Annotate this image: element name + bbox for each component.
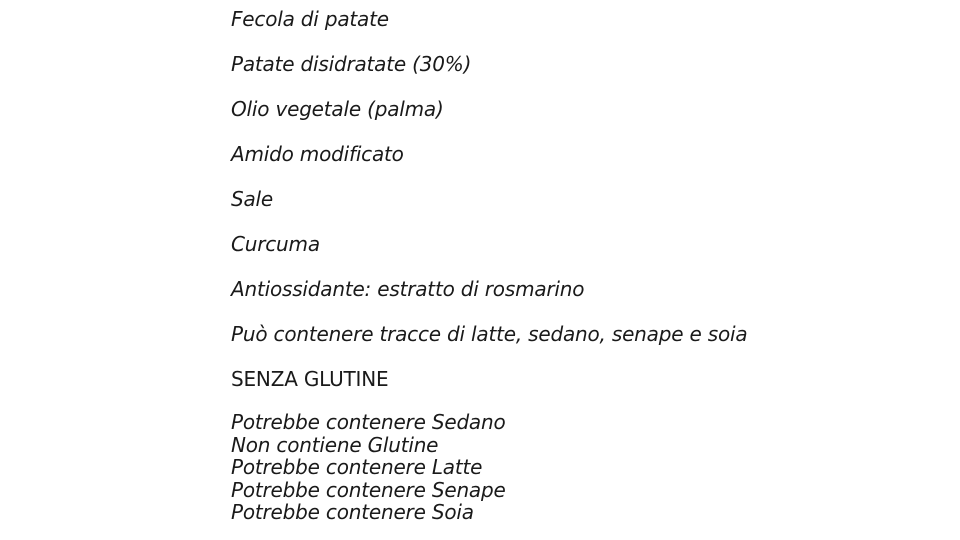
allergen-item: Non contiene Glutine <box>231 432 439 457</box>
ingredient-line: Olio vegetale (palma) <box>231 97 444 121</box>
ingredient-line: Amido modificato <box>231 142 404 166</box>
gluten-free-label: SENZA GLUTINE <box>231 367 389 391</box>
allergen-list <box>231 411 931 524</box>
allergen-item: Potrebbe contenere Soia <box>231 500 474 525</box>
allergen-item: Potrebbe contenere Latte <box>231 455 483 480</box>
ingredient-line: Patate disidratate (30%) <box>231 52 472 76</box>
allergen-item: Potrebbe contenere Senape <box>231 477 506 502</box>
ingredient-line: Fecola di patate <box>231 7 389 31</box>
traces-warning: Può contenere tracce di latte, sedano, senape e soia <box>231 322 748 346</box>
ingredients-document <box>231 6 931 524</box>
ingredient-line: Curcuma <box>231 232 320 256</box>
ingredient-line: Antiossidante: estratto di rosmarino <box>231 277 585 301</box>
allergen-item: Potrebbe contenere Sedano <box>231 410 506 434</box>
ingredient-line: Sale <box>231 187 274 211</box>
